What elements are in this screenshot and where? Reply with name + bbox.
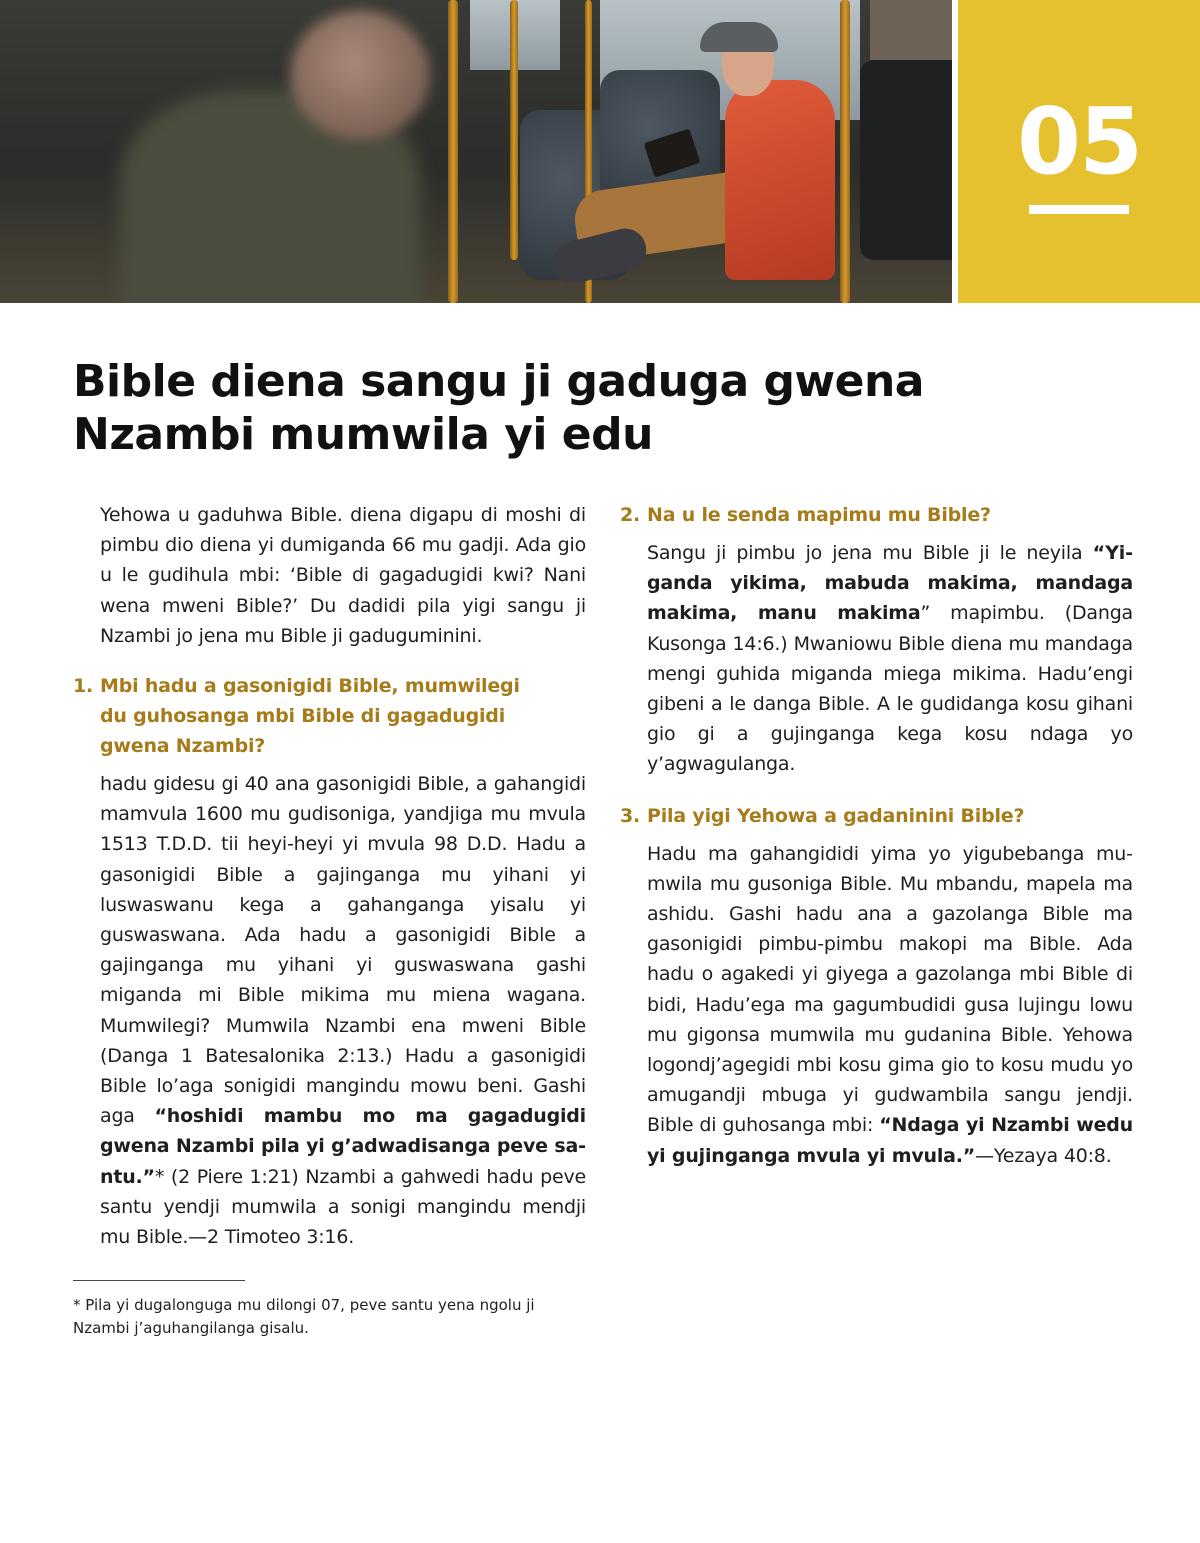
answer-text: —Yezaya 40:8. [975, 1144, 1112, 1167]
reader-jacket [725, 80, 835, 280]
answer-2 [620, 538, 1133, 780]
answer-text: ” mapimbu. (Danga Kusonga 14:6.) Mwaniowu Bible diena mu mandaga mengi guhida miganda miega mikima. Hadu’engi gibeni a le danga Bible. A le gudidanga kosu gihani gio gi a gujinganga kega kosu ndaga yo y’agwagulanga. [647, 602, 1133, 776]
question-number: 2. [620, 504, 641, 526]
standing-person [870, 0, 952, 60]
question-text: Pila yigi Yehowa a gadaninini Bible? [647, 804, 1025, 827]
question-number: 3. [620, 804, 641, 827]
question-1 [73, 671, 586, 761]
page-title [73, 355, 1133, 461]
question-number: 1. [73, 675, 94, 698]
question-3 [620, 801, 1133, 831]
badge-underline [1029, 205, 1129, 214]
yellow-pole [510, 0, 518, 260]
handbag [860, 60, 952, 260]
sleeping-man-head [290, 10, 430, 140]
left-column [73, 500, 586, 1252]
question-2 [620, 500, 1133, 530]
answer-bold-quote: “hoshidi mambu mo ma gagadugidi gwena Nzambi pila yi g’adwadisanga peve santu.” [100, 1105, 586, 1188]
title-line-2: Nzambi mumwila yi edu [73, 409, 653, 460]
footnote-divider [73, 1280, 245, 1281]
answer-text: hadu gidesu gi 40 ana gasonigidi Bible, a gahangidi mamvula 1600 mu gudisoniga, yandjiga mu mvula 1513 T.D.D. tii heyi-heyi yi mvula 98 D.D. Hadu a gasonigidi Bible a gajinganga mu yihani yi luswaswanu kega a gahanganga yisalu yi guswaswana. Ada hadu a gasonigidi Bible a gajinganga mu yihani yi guswaswana gashi miganda mi Bible mikima mu miena wagana. Mumwilegi? Mumwila Nzambi ena mweni Bible (Danga 1 Batesalonika 2:13.) Hadu a gasonigidi Bible lo’aga sonigidi mangindu mowu beni. Gashi aga [100, 773, 586, 1128]
lesson-number: 05 [1016, 88, 1142, 195]
question-text: Na u le senda mapimu mu Bible? [647, 504, 991, 526]
answer-text: Hadu ma gahangididi yima yo yigubebanga mumwila mu gusoniga Bible. Mu mbandu, mapela ma ashidu. Gashi hadu ana a gazolanga Bible ma gasonigidi pimbu-pimbu makopi ma Bible. Ada hadu o agakedi yi giyega a gazolanga mbi Bible di bidi, Hadu’ega ma gagumbudidi gusa lujingu lowu mu gigonsa mumwila mu gudanina Bible. Yehowa logondj’agegidi mbi kosu gima gio to kosu mudu yo amugandji mbuga yi gudwambila sangu jendji. Bible di guhosanga mbi: [647, 842, 1133, 1137]
answer-text: Sangu ji pimbu jo jena mu Bible ji le neyila [647, 542, 1093, 564]
right-column [620, 500, 1133, 1171]
answer-bold-quote: “Ndaga yi Nzambi wedu yi gujinganga mvula yi mvula.” [647, 1114, 1133, 1167]
lesson-number-badge [958, 0, 1200, 303]
footnote: * Pila yi dugalonguga mu dilongi 07, peve santu yena ngolu ji Nzambi j’aguhangilanga gisalu. [73, 1296, 535, 1337]
answer-3 [620, 839, 1133, 1171]
reader-cap [700, 22, 778, 52]
answer-bold-quote: “Yiganda yikima, mabuda makima, mandaga makima, manu makima [647, 542, 1133, 625]
title-line-1: Bible diena sangu ji gaduga gwena [73, 356, 924, 407]
yellow-pole [448, 0, 458, 303]
yellow-pole [840, 0, 850, 303]
question-text: Mbi hadu a gasonigidi Bible, mumwilegi du guhosanga mbi Bible di gagadugidi gwena Nzambi? [100, 675, 520, 758]
answer-1 [73, 769, 586, 1252]
answer-text: * (2 Piere 1:21) Nzambi a gahwedi hadu peve santu yendji mumwila a sonigi mangindu mendji mu Bible.—2 Timoteo 3:16. [100, 1165, 586, 1249]
header-photo [0, 0, 952, 303]
intro-paragraph: Yehowa u gaduhwa Bible. diena digapu di moshi di pimbu dio diena yi dumiganda 66 mu gadji. Ada gio u le gudihula mbi: ‘Bible di gagadugidi kwi? Nani wena mweni Bible?’ Du dadidi pila yigi sangu ji Nzambi jo jena mu Bible ji gaduguminini. [100, 504, 586, 647]
